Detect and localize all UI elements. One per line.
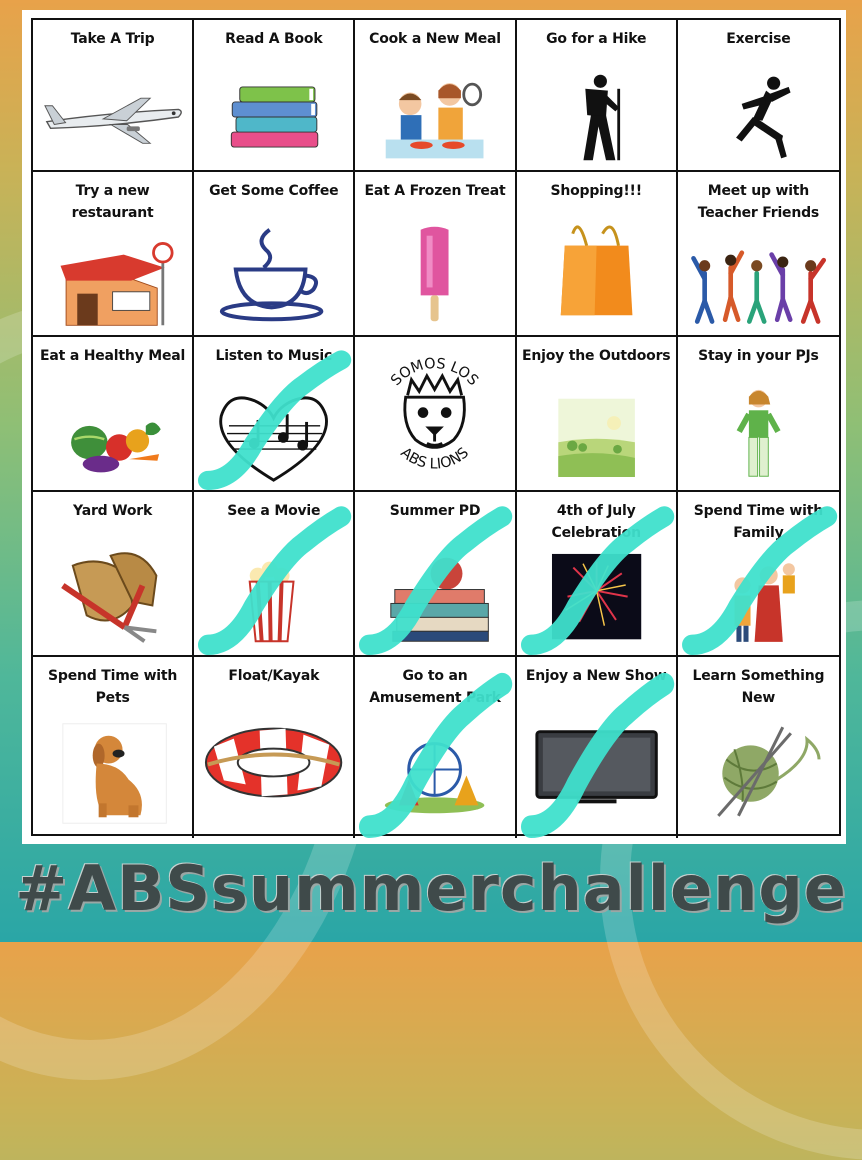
bingo-square-spend-time-with-family[interactable] xyxy=(678,492,839,657)
bingo-square-get-some-coffee[interactable] xyxy=(194,172,355,337)
bingo-square-listen-to-music[interactable] xyxy=(194,337,355,492)
bingo-square-enjoy-the-outdoors[interactable] xyxy=(517,337,678,492)
landscape-icon xyxy=(517,397,676,484)
bingo-square-see-a-movie[interactable] xyxy=(194,492,355,657)
bingo-square-go-to-an-amusement-park[interactable] xyxy=(355,657,516,838)
square-label: Exercise xyxy=(726,31,791,47)
square-label: Stay in your PJs xyxy=(698,348,819,364)
square-label: Try a new restaurant xyxy=(71,183,154,221)
bingo-square-exercise[interactable] xyxy=(678,20,839,172)
bingo-square-yard-work[interactable] xyxy=(33,492,194,657)
square-label: Enjoy the Outdoors xyxy=(521,348,671,364)
apple-books-icon xyxy=(355,542,514,649)
square-label: Summer PD xyxy=(389,503,481,519)
somos-los-abs-lions-logo xyxy=(355,347,514,482)
dog-icon xyxy=(33,715,192,832)
bingo-square-stay-in-your-pjs[interactable] xyxy=(678,337,839,492)
bingo-square-float-kayak[interactable] xyxy=(194,657,355,838)
square-label: Spend Time with Family xyxy=(693,503,823,541)
restaurant-icon xyxy=(33,236,192,329)
bingo-square-spend-time-with-pets[interactable] xyxy=(33,657,194,838)
square-label: Cook a New Meal xyxy=(369,31,501,47)
bingo-square-go-for-a-hike[interactable] xyxy=(517,20,678,172)
square-label: Float/Kayak xyxy=(228,668,320,684)
dancing-friends-icon xyxy=(678,236,839,329)
bingo-square-learn-something-new[interactable] xyxy=(678,657,839,838)
square-label: Listen to Music xyxy=(215,348,333,364)
yarn-needles-icon xyxy=(678,707,839,832)
books-icon xyxy=(194,70,353,164)
bingo-square-shopping[interactable] xyxy=(517,172,678,337)
square-label: Learn Something New xyxy=(692,668,825,706)
bingo-square-4th-of-july[interactable] xyxy=(517,492,678,657)
square-label: Go for a Hike xyxy=(546,31,647,47)
pajamas-girl-icon xyxy=(678,387,839,484)
bingo-square-cook-a-new-meal[interactable] xyxy=(355,20,516,172)
logo-text-top: SOMOS LOS xyxy=(388,355,482,389)
bingo-square-take-a-trip[interactable] xyxy=(33,20,194,172)
runner-icon xyxy=(678,70,839,164)
square-label: Shopping!!! xyxy=(550,183,642,199)
bingo-square-enjoy-a-new-show[interactable] xyxy=(517,657,678,838)
bingo-square-summer-pd[interactable] xyxy=(355,492,516,657)
square-label: 4th of July Celebration xyxy=(551,503,641,541)
logo-text-bottom: ABS LIONS xyxy=(397,444,473,473)
bingo-square-try-a-new-restaurant[interactable] xyxy=(33,172,194,337)
airplane-icon xyxy=(33,70,192,164)
music-heart-icon xyxy=(194,387,353,484)
square-label: Go to an Amusement Park xyxy=(369,668,501,706)
shopping-bag-icon xyxy=(517,222,676,329)
bingo-square-eat-a-frozen-treat[interactable] xyxy=(355,172,516,337)
hiker-icon xyxy=(517,70,676,164)
coffee-cup-icon xyxy=(194,222,353,329)
square-label: Eat A Frozen Treat xyxy=(364,183,506,199)
square-label: Spend Time with Pets xyxy=(48,668,178,706)
svg-text:SOMOS LOS xyxy=(389,356,482,389)
cooking-family-icon xyxy=(355,70,514,164)
television-icon xyxy=(517,707,676,832)
hashtag-title: #ABSsummerchallenge xyxy=(15,852,847,925)
square-label: See a Movie xyxy=(227,503,321,519)
square-label: Take A Trip xyxy=(70,31,155,47)
square-label: Meet up with Teacher Friends xyxy=(697,183,820,221)
square-label: Enjoy a New Show xyxy=(525,668,667,684)
family-icon xyxy=(678,542,839,649)
square-label: Yard Work xyxy=(73,503,153,519)
life-ring-icon xyxy=(194,697,353,832)
square-label: Eat a Healthy Meal xyxy=(40,348,186,364)
svg-text:ABS LIONS xyxy=(398,445,473,473)
square-label: Get Some Coffee xyxy=(209,183,339,199)
square-label: Read A Book xyxy=(225,31,323,47)
popsicle-icon xyxy=(355,222,514,329)
amusement-park-icon xyxy=(355,707,514,832)
bingo-square-meet-up-with-teacher-friends[interactable] xyxy=(678,172,839,337)
bingo-square-eat-a-healthy-meal[interactable] xyxy=(33,337,194,492)
gloves-shears-icon xyxy=(33,542,192,649)
bingo-square-read-a-book[interactable] xyxy=(194,20,355,172)
vegetables-icon xyxy=(33,401,192,484)
fireworks-icon xyxy=(517,552,676,649)
popcorn-icon xyxy=(194,542,353,649)
bingo-grid xyxy=(31,18,841,836)
free-space-logo xyxy=(355,337,516,492)
